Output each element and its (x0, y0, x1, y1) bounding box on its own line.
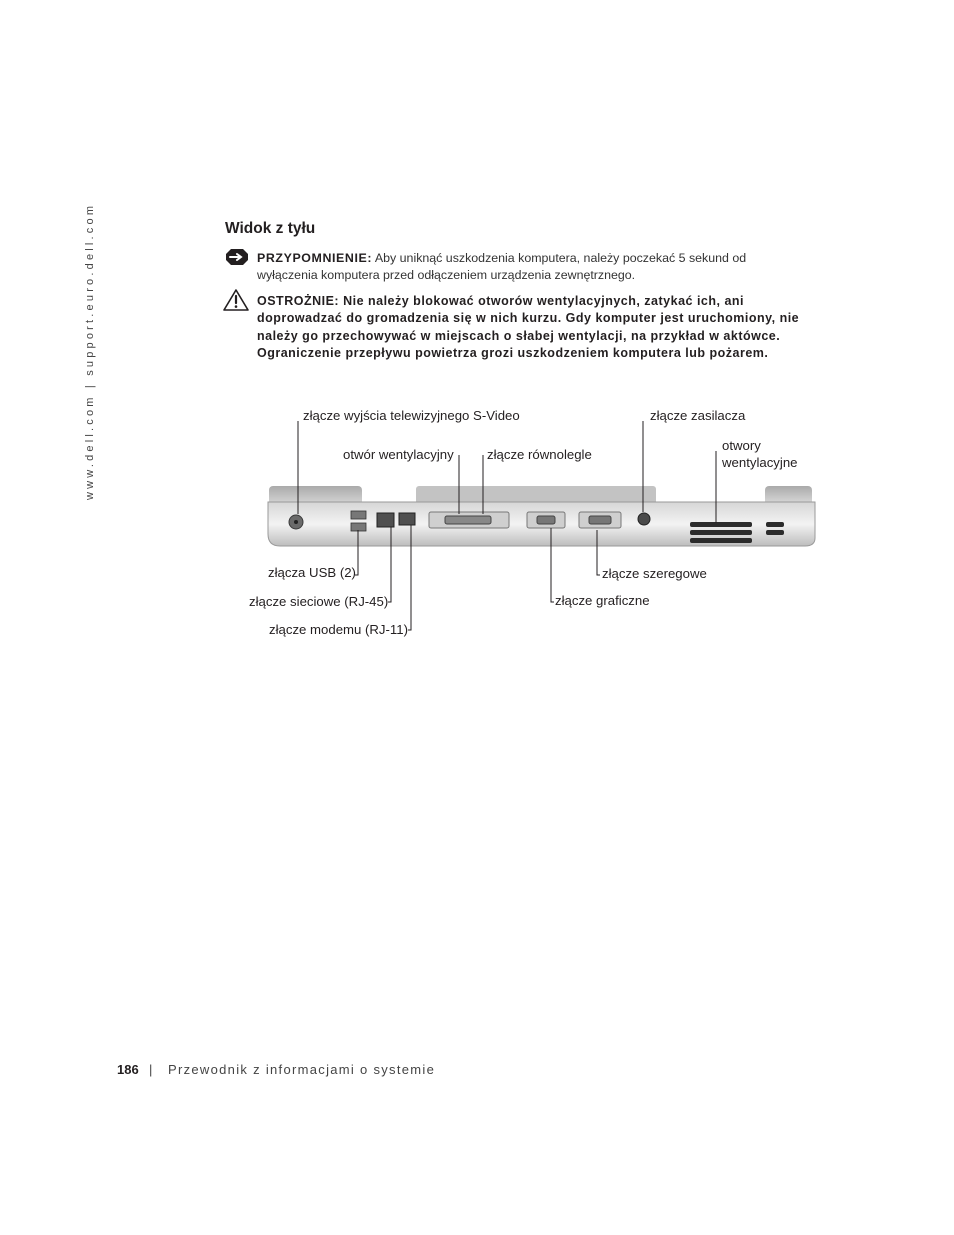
callout-modem: złącze modemu (RJ-11) (269, 622, 408, 637)
notice-body: Aby uniknąć uszkodzenia komputera, należy poczekać 5 sekund od wyłączenia komputera przed odłączeniem urządzenia zewnętrznego. (257, 251, 747, 282)
callout-usb: złącza USB (2) (268, 565, 356, 580)
page-number: 186 (117, 1062, 139, 1077)
footer-title: Przewodnik z informacjami o systemie (168, 1062, 436, 1077)
callout-video: złącze graficzne (555, 593, 650, 608)
callout-vents-line1: otwory (722, 438, 761, 453)
callout-vents-line2: wentylacyjne (722, 455, 798, 470)
caution-lead: OSTROŻNIE: (257, 294, 340, 308)
notice-paragraph (257, 250, 802, 284)
callout-power: złącze zasilacza (650, 408, 746, 423)
laptop-rear-panel (268, 486, 815, 546)
caution-body: Nie należy blokować otworów wentylacyjnych, zatykać ich, ani doprowadzać do gromadzenia się w nich kurzu. Gdy komputer jest uruchomiony, nie należy go przechowywać w miejscach o słabej wentylacji, na przykład w aktówce. Ograniczenie przepływu powietrza grozi uszkodzeniem komputera lub pożarem. (257, 294, 800, 360)
callout-parallel: złącze równolegle (487, 447, 592, 462)
callout-vent: otwór wentylacyjny (343, 447, 454, 462)
callout-svideo: złącze wyjścia telewizyjnego S-Video (303, 408, 520, 423)
footer-separator: | (149, 1062, 153, 1077)
notice-icon (225, 248, 249, 266)
section-title: Widok z tyłu (225, 220, 316, 237)
notice-lead: PRZYPOMNIENIE: (257, 251, 373, 265)
caution-triangle-icon (222, 288, 250, 312)
side-url-text: www.dell.com | support.euro.dell.com (84, 202, 96, 500)
caution-paragraph (257, 293, 817, 362)
callout-network: złącze sieciowe (RJ-45) (249, 594, 389, 609)
callout-serial: złącze szeregowe (602, 566, 707, 581)
